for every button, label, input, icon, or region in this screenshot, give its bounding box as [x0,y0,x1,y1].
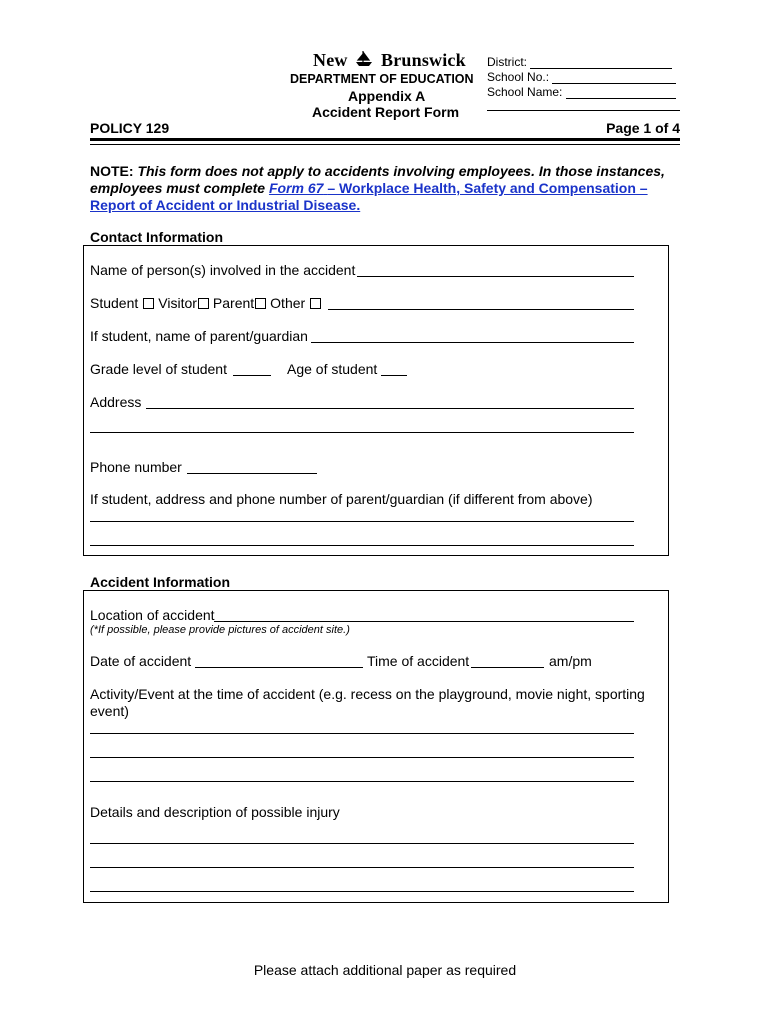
logo-text-new: New [313,50,348,70]
school-no-field[interactable] [487,70,676,84]
accident-section-title: Accident Information [90,574,231,590]
district-label: District: [487,55,527,69]
student-checkbox[interactable] [143,298,154,309]
guardian-name-label: If student, name of parent/guardian [90,328,308,344]
time-line[interactable] [471,667,544,668]
guardian-name-line[interactable] [311,342,634,343]
accident-info-box [83,590,669,903]
district-line[interactable] [530,56,672,69]
date-line[interactable] [195,667,363,668]
details-line-1[interactable] [90,843,634,844]
school-name-label: School Name: [487,85,563,99]
parent-label: Parent [212,295,255,311]
header-divider-thick [90,138,680,141]
address-line-2[interactable] [90,432,634,433]
form-67-link-label: Form 67 [268,180,324,196]
parent-address-line-1[interactable] [90,521,634,522]
phone-line[interactable] [187,473,317,474]
school-name-field[interactable] [487,85,676,99]
visitor-checkbox[interactable] [198,298,209,309]
department-title: DEPARTMENT OF EDUCATION [290,72,474,86]
date-label: Date of accident [90,653,192,669]
time-label: Time of accident [367,653,470,669]
school-name-line[interactable] [566,86,676,99]
parent-address-line-2[interactable] [90,545,634,546]
activity-line-3[interactable] [90,781,634,782]
age-line[interactable] [381,375,407,376]
address-label: Address [90,394,142,410]
person-type-row [90,295,325,311]
parent-address-label: If student, address and phone number of parent/guardian (if different from above) [90,491,593,507]
policy-number: POLICY 129 [90,120,170,136]
new-brunswick-logo [313,50,466,73]
note-prefix: NOTE: [90,163,134,179]
name-involved-line[interactable] [357,276,634,277]
logo-text-brunswick: Brunswick [381,50,466,70]
am-pm-label: am/pm [549,653,592,669]
form-title: Accident Report Form [312,104,460,120]
contact-section-title: Contact Information [90,229,223,245]
school-no-label: School No.: [487,70,550,84]
activity-label: Activity/Event at the time of accident (e.g. recess on the playground, movie night, sporting event) [90,686,645,719]
age-label: Age of student [287,361,378,377]
location-hint: (*If possible, please provide pictures of accident site.) [90,624,350,636]
details-label: Details and description of possible injury [90,804,340,820]
parent-checkbox[interactable] [255,298,266,309]
note-text: This form does not apply to accidents involving employees. In those instances, employees must complete [90,163,665,196]
contact-info-box [83,245,669,556]
appendix-title: Appendix A [348,88,426,104]
grade-level-line[interactable] [233,375,271,376]
student-label: Student [90,295,139,311]
form-67-link-title: – Workplace Health, Safety and Compensation – Report of Accident or Industrial Disease. [90,180,648,213]
activity-line-2[interactable] [90,757,634,758]
footer-note: Please attach additional paper as required [253,962,517,978]
page-number: Page 1 of 4 [606,120,680,136]
address-line-1[interactable] [146,408,634,409]
ship-crest-icon [354,50,374,73]
school-no-line[interactable] [552,71,676,84]
visitor-label: Visitor [158,295,197,311]
location-line[interactable] [214,621,634,622]
other-checkbox[interactable] [310,298,321,309]
district-field[interactable] [487,55,672,69]
phone-label: Phone number [90,459,182,475]
note-paragraph [90,163,690,214]
grade-level-label: Grade level of student [90,361,227,377]
details-line-2[interactable] [90,867,634,868]
name-involved-label: Name of person(s) involved in the accident [90,262,356,278]
school-name-line-2[interactable] [487,110,680,111]
activity-line-1[interactable] [90,733,634,734]
location-label: Location of accident [90,607,215,623]
header-divider-thin [90,144,680,145]
other-specify-line[interactable] [328,309,634,310]
other-label: Other [270,295,306,311]
details-line-3[interactable] [90,891,634,892]
